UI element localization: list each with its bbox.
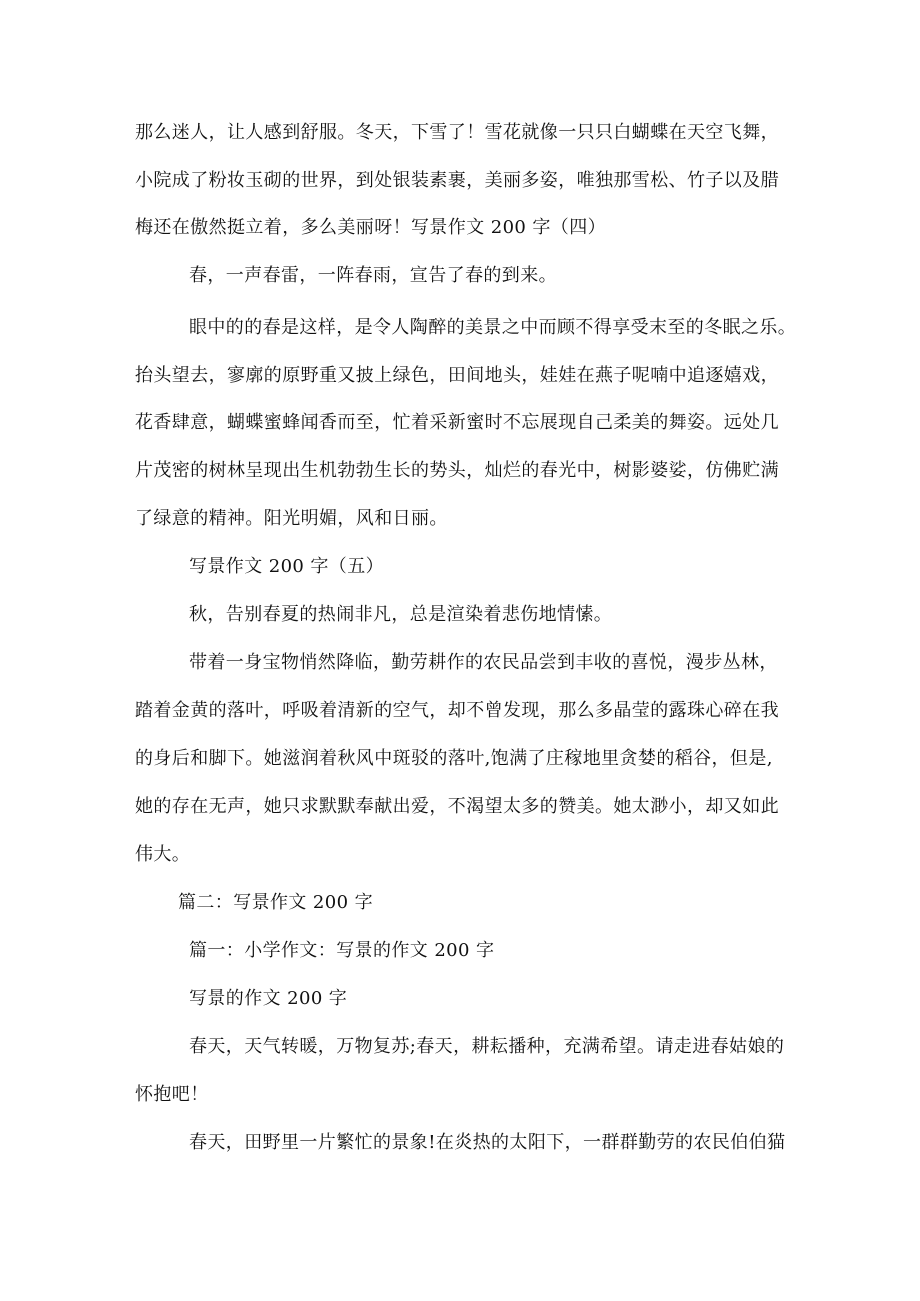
paragraph-line: 花香肆意，蝴蝶蜜蜂闻香而至，忙着采新蜜时不忘展现自己柔美的舞姿。远处几 [135,412,779,433]
section-heading: 篇一：小学作文：写景的作文 200 字 [189,940,495,961]
section-heading: 篇二：写景作文 200 字 [178,892,373,913]
section-heading: 写景作文 200 字（五） [189,556,384,577]
paragraph-line: 春，一声春雷，一阵春雨，宣告了春的到来。 [189,265,557,286]
paragraph-line: 眼中的的春是这样，是令人陶醉的美景之中而顾不得享受末至的冬眠之乐。 [189,317,797,338]
paragraph-line: 秋，告别春夏的热闹非凡，总是渲染着悲伤地情愫。 [189,604,613,625]
paragraph-line: 春天，田野里一片繁忙的景象!在炎热的太阳下，一群群勤劳的农民伯伯猫 [189,1132,786,1153]
paragraph-line: 小院成了粉妆玉砌的世界，到处银装素裹，美丽多姿，唯独那雪松、竹子以及腊 [135,170,779,191]
paragraph-line: 抬头望去，寥廓的原野重又披上绿色，田间地头，娃娃在燕子呢喃中追逐嬉戏， [135,365,779,386]
paragraph-line: 怀抱吧！ [135,1084,209,1105]
paragraph-line: 片茂密的树林呈现出生机勃勃生长的势头，灿烂的春光中，树影婆娑，仿佛贮满 [135,460,779,481]
paragraph-line: 踏着金黄的落叶，呼吸着清新的空气，却不曾发现，那么多晶莹的露珠心碎在我 [135,700,779,721]
paragraph-line: 的身后和脚下。她滋润着秋风中斑驳的落叶,饱满了庄稼地里贪婪的稻谷，但是, [135,748,773,769]
paragraph-line: 带着一身宝物悄然降临，勤劳耕作的农民品尝到丰收的喜悦，漫步丛林， [189,652,778,673]
paragraph-line: 她的存在无声，她只求默默奉献出爱，不渴望太多的赞美。她太渺小，却又如此 [135,796,779,817]
paragraph-line: 春天，天气转暖，万物复苏;春天，耕耘播种，充满希望。请走进春姑娘的 [189,1036,785,1057]
paragraph-line: 伟大。 [135,844,191,865]
paragraph-line: 梅还在傲然挺立着，多么美丽呀！写景作文 200 字（四） [135,217,606,238]
section-heading: 写景的作文 200 字 [189,988,348,1009]
paragraph-line: 了绿意的精神。阳光明媚，风和日丽。 [135,508,448,529]
paragraph-line: 那么迷人，让人感到舒服。冬天，下雪了！雪花就像一只只白蝴蝶在天空飞舞， [135,122,779,143]
